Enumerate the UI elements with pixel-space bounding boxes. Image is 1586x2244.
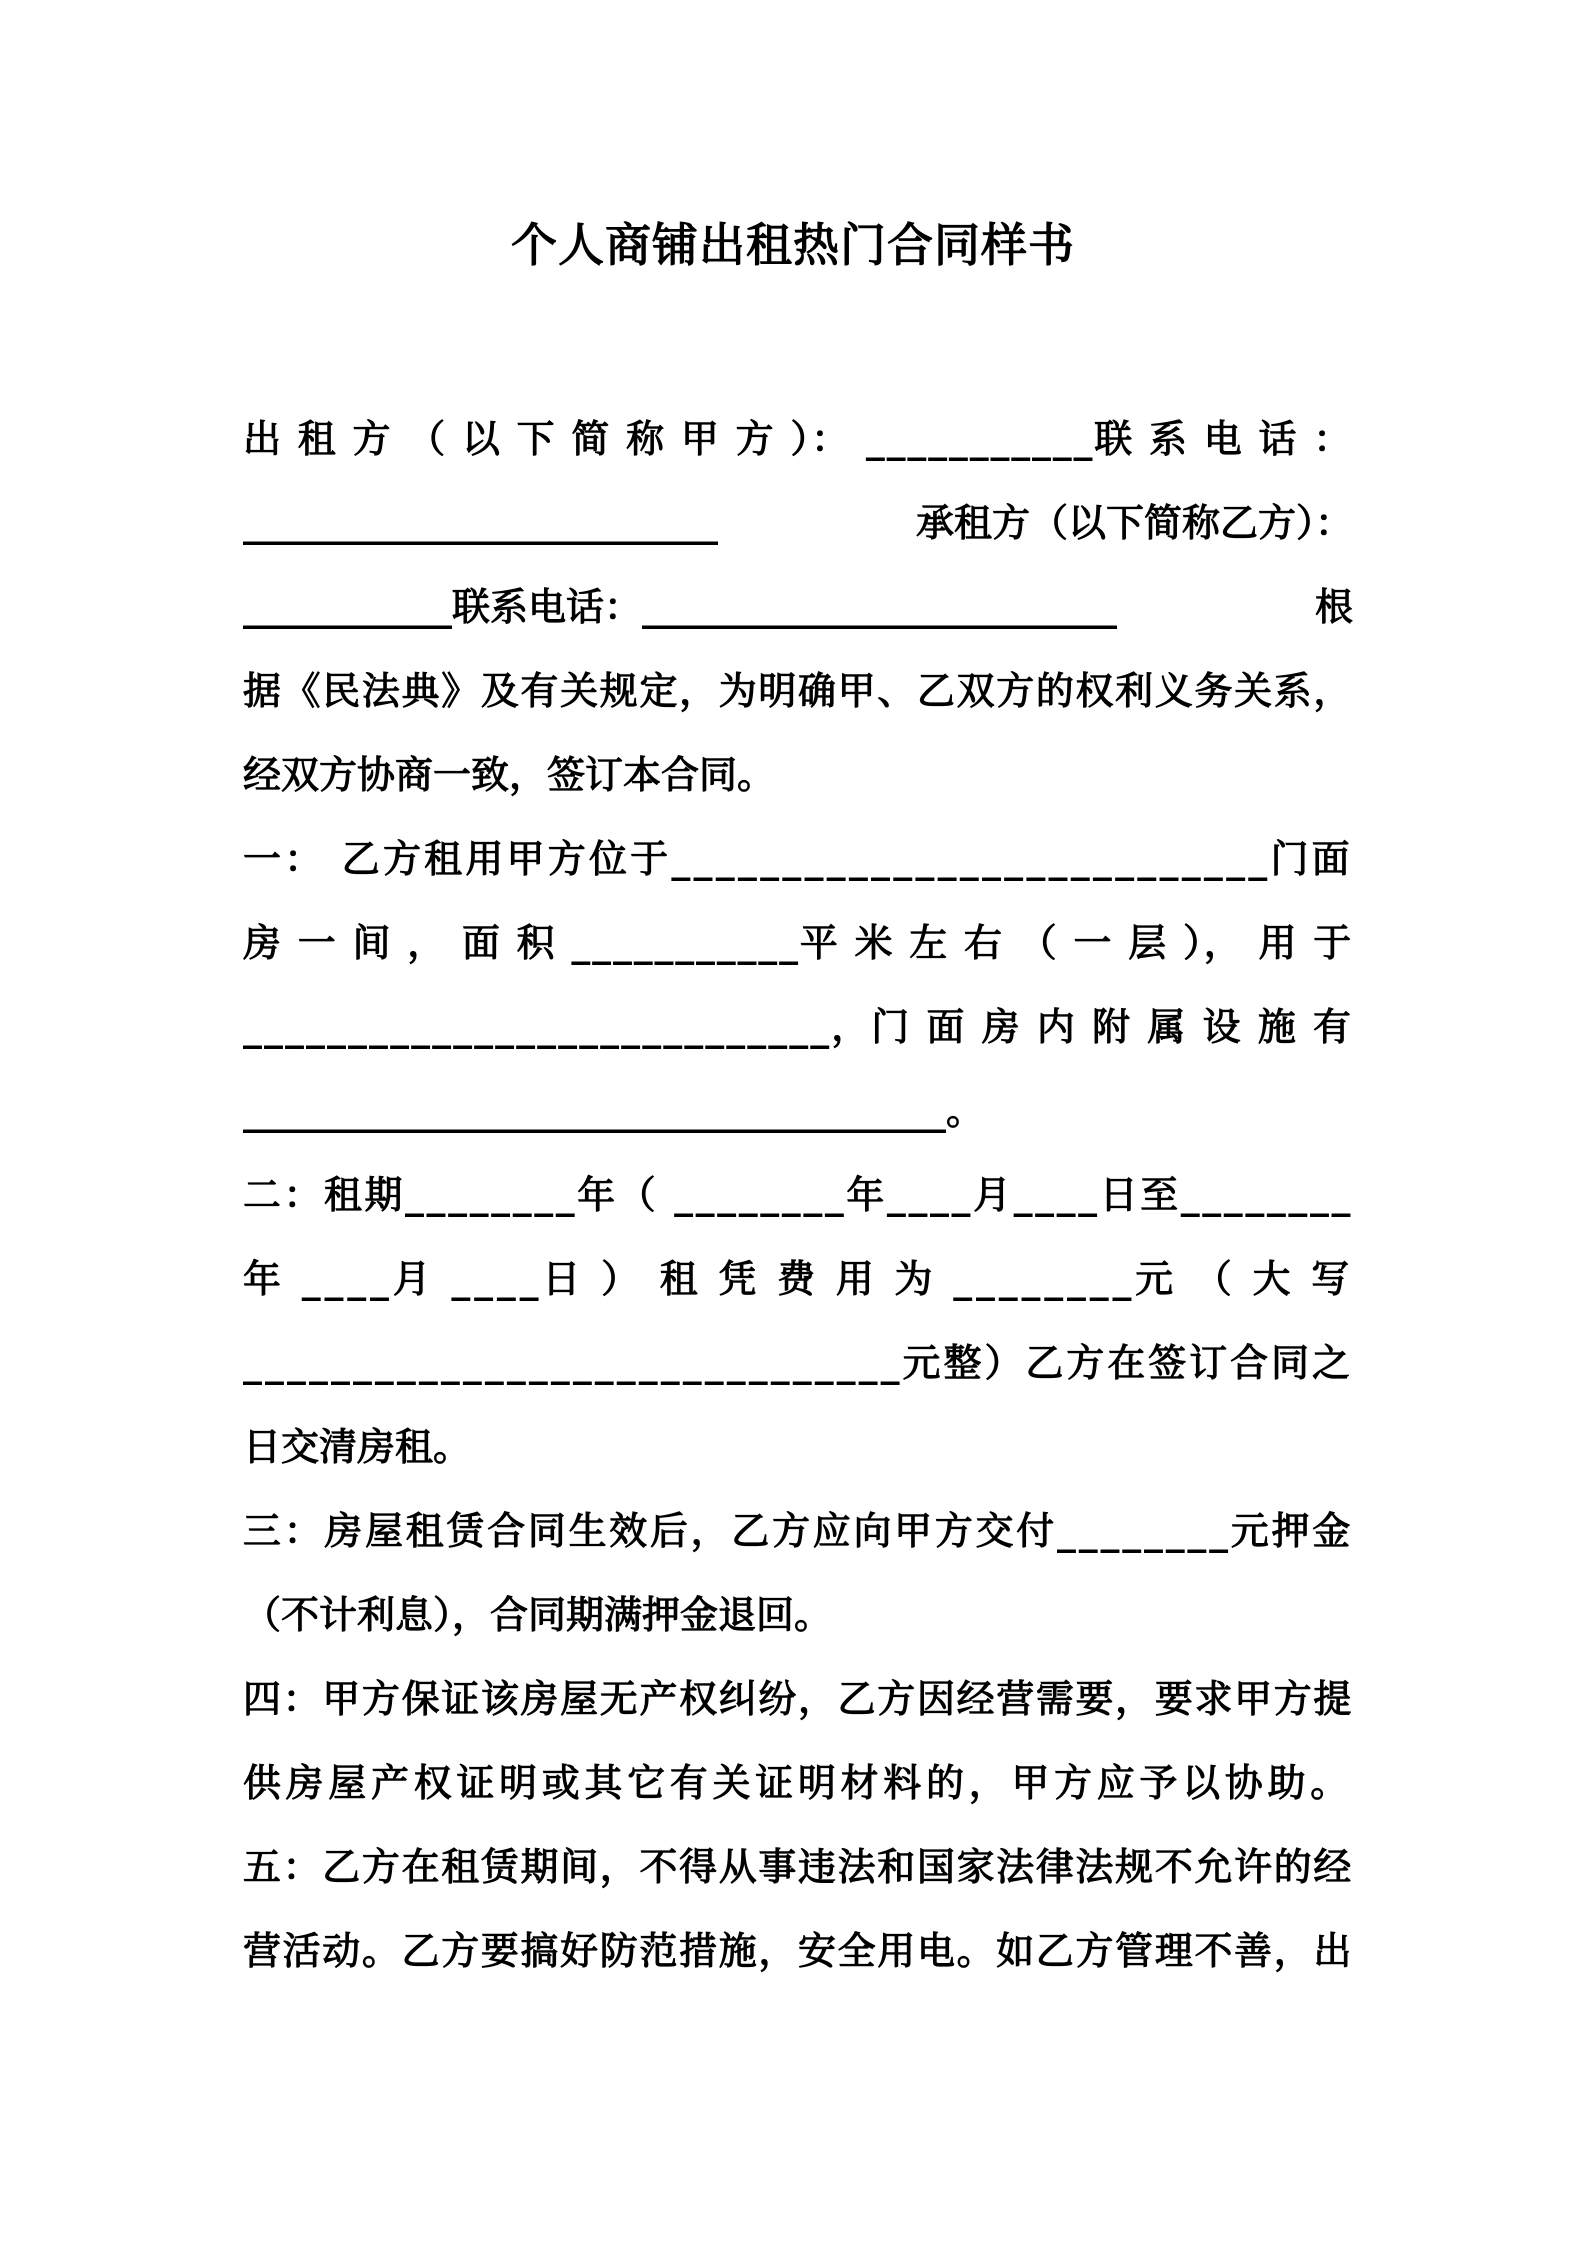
document-title: 个人商铺出租热门合同样书 <box>511 218 1075 272</box>
body-line-text: ______________________________元整）乙方在签订合同之 <box>243 1341 1353 1385</box>
body-line-text: 年 ____月 ____日 ） 租 凭 费 用 为 ________元 （ 大 写 <box>243 1257 1353 1301</box>
body-line-text: ___________联系电话：_________________________ <box>243 585 1118 629</box>
body-line-text: 供房屋产权证明或其它有关证明材料的，甲方应予以协助。 <box>243 1761 1353 1805</box>
body-line-text: ____________________________，门 面 房 内 附 属 设 施 有 <box>243 1005 1353 1049</box>
body-line <box>243 1489 1353 1573</box>
body-line-text: （不计利息），合同期满押金退回。 <box>243 1593 833 1637</box>
body-line <box>243 1237 1353 1321</box>
body-line-text: 二：租期________年（ ________年____月____日至________ <box>243 1173 1353 1217</box>
body-line-text: 营活动。乙方要搞好防范措施，安全用电。如乙方管理不善，出 <box>243 1929 1353 1973</box>
body-line-text: 经双方协商一致，签订本合同。 <box>243 753 776 797</box>
body-line <box>243 901 1353 985</box>
body-line-text: 根 <box>1314 585 1353 629</box>
body-line <box>243 1657 1353 1741</box>
body-line <box>243 397 1353 481</box>
body-line <box>243 1909 1353 1993</box>
body-line-text: 四：甲方保证该房屋无产权纠纷，乙方因经营需要，要求甲方提 <box>243 1677 1353 1721</box>
body-line <box>243 1321 1353 1405</box>
body-line-text: 五：乙方在租赁期间，不得从事违法和国家法律法规不允许的经 <box>243 1845 1353 1889</box>
body-line-text: 承租方（以下简称乙方）： <box>915 501 1353 545</box>
body-line <box>243 481 1353 565</box>
body-line <box>243 817 1353 901</box>
body-line-text: _________________________ <box>243 501 718 545</box>
body-line <box>243 985 1353 1069</box>
body-line-text: 房 一 间 ， 面 积 ___________平 米 左 右 （ 一 层 ）， 用 于 <box>243 921 1353 965</box>
body-line-text: 出 租 方 （ 以 下 简 称 甲 方 ）： ___________联 系 电 话 ： <box>243 417 1353 461</box>
body-line <box>243 1573 1353 1657</box>
body-line <box>243 733 1353 817</box>
body-line <box>243 565 1353 649</box>
body-line <box>243 1153 1353 1237</box>
body-line <box>243 1405 1353 1489</box>
body-line <box>243 1741 1353 1825</box>
document-body <box>243 397 1353 1993</box>
body-line <box>243 1825 1353 1909</box>
body-line-text: _____________________________________。 <box>243 1089 985 1133</box>
body-line-text: 一： 乙方租用甲方位于___________________________门面 <box>243 837 1353 881</box>
body-line-text: 据《民法典》及有关规定，为明确甲、乙双方的权利义务关系， <box>243 669 1353 713</box>
body-line-text: 三：房屋租赁合同生效后，乙方应向甲方交付________元押金 <box>243 1509 1353 1553</box>
body-line <box>243 649 1353 733</box>
body-line <box>243 1069 1353 1153</box>
body-line-text: 日交清房租。 <box>243 1425 472 1469</box>
